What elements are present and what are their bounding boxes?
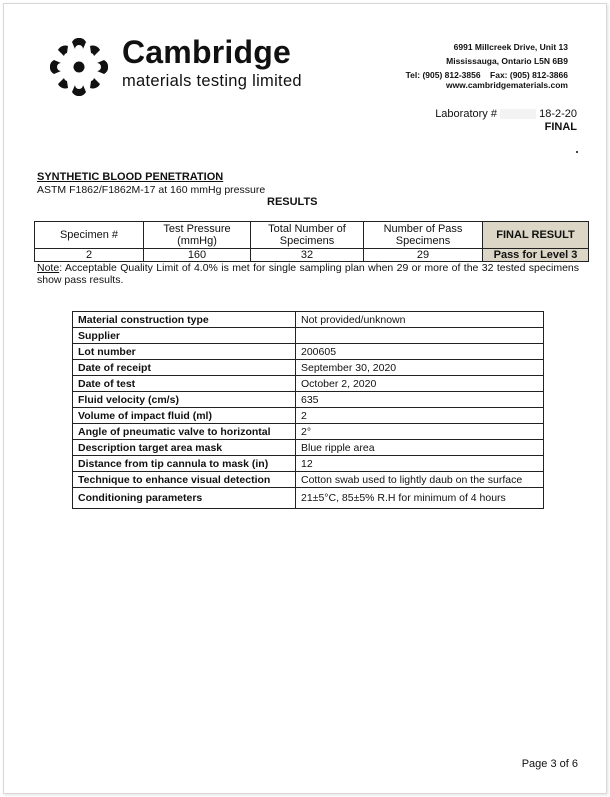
page-number: Page 3 of 6 <box>521 758 578 770</box>
param-label: Angle of pneumatic valve to horizontal <box>73 424 296 440</box>
header-final-result: FINAL RESULT <box>483 222 589 249</box>
param-value: 21±5°C, 85±5% R.H for minimum of 4 hours <box>296 488 544 509</box>
param-row <box>73 392 544 408</box>
param-value: 12 <box>296 456 544 472</box>
website: www.cambridgematerials.com <box>445 80 568 90</box>
cell-test-pressure: 160 <box>144 249 251 262</box>
param-row <box>73 456 544 472</box>
param-row <box>73 472 544 488</box>
cell-pass-specimens: 29 <box>364 249 483 262</box>
laboratory-label: Laboratory # <box>435 108 497 120</box>
param-label: Volume of impact fluid (ml) <box>73 408 296 424</box>
param-value: Cotton swab used to lightly daub on the surface <box>296 472 544 488</box>
param-label: Date of receipt <box>73 360 296 376</box>
cell-specimen: 2 <box>35 249 144 262</box>
param-row <box>73 424 544 440</box>
param-label: Lot number <box>73 344 296 360</box>
param-label: Technique to enhance visual detection <box>73 472 296 488</box>
param-label: Supplier <box>73 328 296 344</box>
param-value: Not provided/unknown <box>296 312 544 328</box>
cell-final-result: Pass for Level 3 <box>483 249 589 262</box>
address-line-2: Mississauga, Ontario L5N 6B9 <box>446 56 568 66</box>
param-value: 2 <box>296 408 544 424</box>
laboratory-number-suffix: 18-2-20 <box>539 108 577 120</box>
param-value: 200605 <box>296 344 544 360</box>
cell-total-specimens: 32 <box>251 249 364 262</box>
results-heading: RESULTS <box>267 196 318 208</box>
note-text <box>37 262 579 286</box>
param-row <box>73 408 544 424</box>
param-value <box>296 328 544 344</box>
results-data-row <box>35 249 589 262</box>
results-header-row <box>35 222 589 249</box>
param-row <box>73 488 544 509</box>
param-row <box>73 440 544 456</box>
param-label: Fluid velocity (cm/s) <box>73 392 296 408</box>
header-total-specimens: Total Number of Specimens <box>251 222 364 249</box>
header-test-pressure: Test Pressure (mmHg) <box>144 222 251 249</box>
param-value: 2° <box>296 424 544 440</box>
report-status: FINAL <box>544 121 577 133</box>
param-label: Date of test <box>73 376 296 392</box>
parameters-table <box>72 311 544 509</box>
note-label: Note <box>37 262 60 274</box>
header-specimen: Specimen # <box>35 222 144 249</box>
param-value: September 30, 2020 <box>296 360 544 376</box>
param-label: Conditioning parameters <box>73 488 296 509</box>
param-value: Blue ripple area <box>296 440 544 456</box>
note-body: : Acceptable Quality Limit of 4.0% is met for single sampling plan when 29 or more of the 32 tested specimens show pass results. <box>37 262 579 286</box>
brand-name: Cambridge <box>122 34 291 70</box>
test-standard: ASTM F1862/F1862M-17 at 160 mmHg pressure <box>37 184 266 196</box>
laboratory-number <box>435 108 577 120</box>
param-row <box>73 360 544 376</box>
param-row <box>73 312 544 328</box>
brand-tagline: materials testing limited <box>122 72 302 90</box>
param-label: Distance from tip cannula to mask (in) <box>73 456 296 472</box>
param-label: Material construction type <box>73 312 296 328</box>
param-value: October 2, 2020 <box>296 376 544 392</box>
address-line-1: 6991 Millcreek Drive, Unit 13 <box>453 42 568 52</box>
param-row <box>73 328 544 344</box>
company-logo-icon <box>50 38 108 96</box>
redacted-area <box>500 109 536 119</box>
results-table <box>34 221 589 262</box>
header-pass-specimens: Number of Pass Specimens <box>364 222 483 249</box>
param-row <box>73 344 544 360</box>
stray-mark <box>576 151 578 153</box>
section-title: SYNTHETIC BLOOD PENETRATION <box>37 171 224 183</box>
param-label: Description target area mask <box>73 440 296 456</box>
param-value: 635 <box>296 392 544 408</box>
param-row <box>73 376 544 392</box>
phone-fax: Tel: (905) 812-3856 Fax: (905) 812-3866 <box>405 70 568 80</box>
